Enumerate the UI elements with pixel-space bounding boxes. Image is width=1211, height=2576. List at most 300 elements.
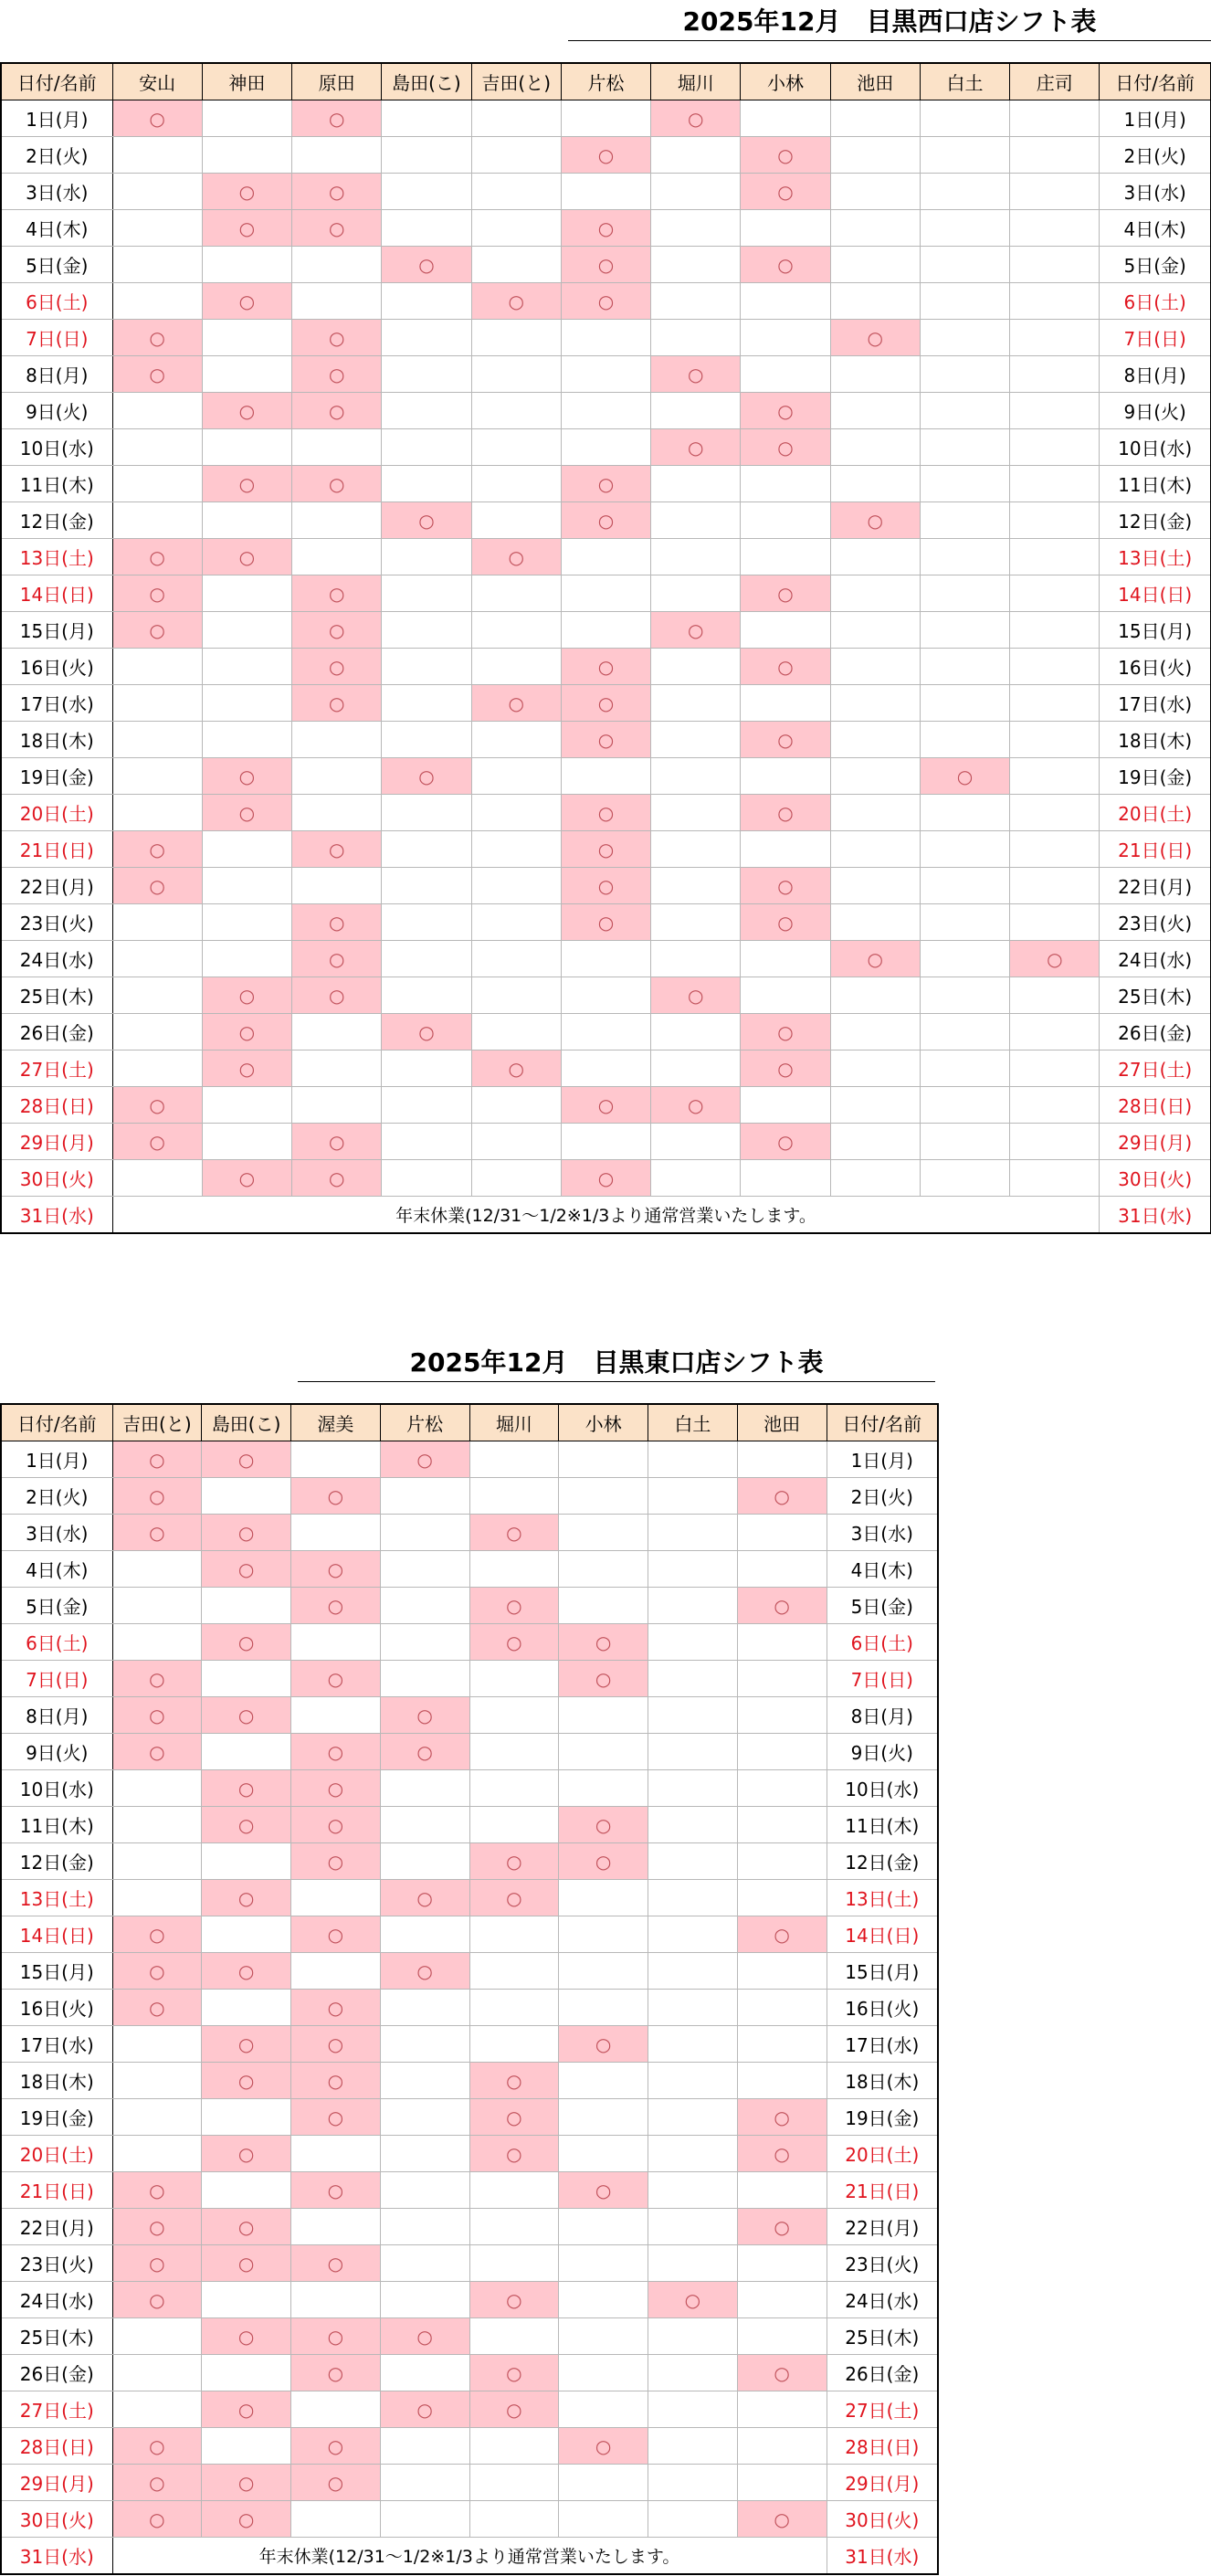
empty-cell	[112, 2026, 202, 2063]
empty-cell	[741, 100, 830, 137]
empty-cell	[830, 466, 920, 502]
empty-cell	[648, 1990, 738, 2026]
empty-cell	[648, 2501, 738, 2538]
empty-cell	[471, 831, 561, 868]
empty-cell	[291, 1953, 381, 1990]
shift-mark-cell: ○	[651, 612, 741, 649]
empty-cell	[112, 1807, 202, 1843]
date-cell: 29日(月)	[1, 2465, 112, 2501]
shift-mark-cell: ○	[112, 1478, 202, 1515]
shift-mark-cell: ○	[292, 100, 382, 137]
table-row	[1, 795, 1211, 831]
table-row	[1, 2172, 938, 2209]
date-cell: 11日(木)	[827, 1807, 938, 1843]
shift-mark-cell: ○	[112, 1697, 202, 1734]
date-cell: 4日(木)	[1, 210, 112, 247]
shift-mark-cell: ○	[469, 1624, 559, 1661]
empty-cell	[648, 1734, 738, 1770]
shift-mark-cell: ○	[291, 2245, 381, 2282]
shift-mark-cell: ○	[741, 1014, 830, 1050]
empty-cell	[380, 1588, 469, 1624]
date-cell: 16日(火)	[1100, 649, 1211, 685]
empty-cell	[920, 831, 1009, 868]
empty-cell	[741, 977, 830, 1014]
shift-mark-cell: ○	[112, 575, 202, 612]
date-cell: 23日(火)	[1100, 904, 1211, 941]
table-row	[1, 1014, 1211, 1050]
shift-mark-cell: ○	[291, 2099, 381, 2136]
empty-cell	[1010, 466, 1100, 502]
empty-cell	[651, 941, 741, 977]
table-row	[1, 649, 1211, 685]
empty-cell	[112, 795, 202, 831]
date-cell: 20日(土)	[1, 2136, 112, 2172]
date-cell: 1日(月)	[827, 1441, 938, 1478]
date-cell: 24日(水)	[1, 941, 112, 977]
empty-cell	[651, 210, 741, 247]
empty-cell	[380, 2501, 469, 2538]
empty-cell	[112, 1050, 202, 1087]
empty-cell	[651, 539, 741, 575]
empty-cell	[651, 649, 741, 685]
shift-mark-cell: ○	[112, 1515, 202, 1551]
shift-mark-cell: ○	[830, 941, 920, 977]
empty-cell	[737, 2172, 827, 2209]
empty-cell	[471, 1160, 561, 1197]
shift-mark-cell: ○	[737, 2355, 827, 2391]
empty-cell	[202, 502, 291, 539]
shift-mark-cell: ○	[291, 1478, 381, 1515]
empty-cell	[382, 1160, 471, 1197]
empty-cell	[648, 1843, 738, 1880]
date-cell: 4日(木)	[827, 1551, 938, 1588]
empty-cell	[202, 649, 291, 685]
empty-cell	[559, 1770, 648, 1807]
empty-cell	[202, 1588, 291, 1624]
empty-cell	[469, 1697, 559, 1734]
empty-cell	[1010, 1014, 1100, 1050]
empty-cell	[112, 210, 202, 247]
empty-cell	[471, 795, 561, 831]
empty-cell	[737, 1880, 827, 1916]
empty-cell	[920, 210, 1009, 247]
shift-mark-cell: ○	[202, 2136, 291, 2172]
empty-cell	[648, 2428, 738, 2465]
shift-mark-cell: ○	[112, 1124, 202, 1160]
empty-cell	[559, 1588, 648, 1624]
empty-cell	[741, 539, 830, 575]
date-cell: 11日(木)	[1, 466, 112, 502]
table-row	[1, 575, 1211, 612]
empty-cell	[471, 612, 561, 649]
empty-cell	[561, 612, 650, 649]
empty-cell	[112, 2136, 202, 2172]
west-shift-table	[0, 62, 1211, 1234]
empty-cell	[559, 2355, 648, 2391]
empty-cell	[469, 1441, 559, 1478]
empty-cell	[112, 2355, 202, 2391]
empty-cell	[648, 1697, 738, 1734]
table-row	[1, 1953, 938, 1990]
shift-mark-cell: ○	[559, 1807, 648, 1843]
empty-cell	[651, 320, 741, 356]
staff-header: 堀川	[469, 1404, 559, 1441]
empty-cell	[830, 758, 920, 795]
empty-cell	[737, 1624, 827, 1661]
empty-cell	[1010, 1124, 1100, 1160]
shift-mark-cell: ○	[561, 1087, 650, 1124]
empty-cell	[202, 1843, 291, 1880]
empty-cell	[920, 539, 1009, 575]
empty-cell	[559, 2282, 648, 2318]
empty-cell	[292, 539, 382, 575]
empty-cell	[737, 1990, 827, 2026]
empty-cell	[830, 612, 920, 649]
shift-mark-cell: ○	[469, 1843, 559, 1880]
shift-mark-cell: ○	[202, 2391, 291, 2428]
empty-cell	[112, 1551, 202, 1588]
empty-cell	[737, 1953, 827, 1990]
shift-mark-cell: ○	[469, 2136, 559, 2172]
empty-cell	[291, 1441, 381, 1478]
shift-mark-cell: ○	[112, 831, 202, 868]
empty-cell	[830, 1050, 920, 1087]
empty-cell	[380, 2099, 469, 2136]
empty-cell	[382, 941, 471, 977]
date-cell: 6日(土)	[1, 1624, 112, 1661]
shift-mark-cell: ○	[651, 977, 741, 1014]
empty-cell	[469, 2465, 559, 2501]
shift-mark-cell: ○	[471, 1050, 561, 1087]
empty-cell	[648, 2172, 738, 2209]
empty-cell	[291, 1515, 381, 1551]
table-row	[1, 1588, 938, 1624]
empty-cell	[1010, 977, 1100, 1014]
empty-cell	[559, 2099, 648, 2136]
empty-cell	[380, 1624, 469, 1661]
shift-mark-cell: ○	[561, 466, 650, 502]
date-cell: 26日(金)	[1, 2355, 112, 2391]
empty-cell	[382, 429, 471, 466]
shift-mark-cell: ○	[291, 2355, 381, 2391]
empty-cell	[471, 174, 561, 210]
shift-mark-cell: ○	[292, 1160, 382, 1197]
table-row	[1, 1916, 938, 1953]
empty-cell	[830, 393, 920, 429]
empty-cell	[920, 356, 1009, 393]
date-cell: 23日(火)	[827, 2245, 938, 2282]
date-cell: 18日(木)	[827, 2063, 938, 2099]
shift-mark-cell: ○	[202, 1515, 291, 1551]
empty-cell	[830, 575, 920, 612]
empty-cell	[559, 1551, 648, 1588]
empty-cell	[291, 1624, 381, 1661]
date-cell: 13日(土)	[1, 1880, 112, 1916]
empty-cell	[559, 1478, 648, 1515]
empty-cell	[648, 2063, 738, 2099]
empty-cell	[1010, 1160, 1100, 1197]
shift-mark-cell: ○	[741, 795, 830, 831]
empty-cell	[648, 2318, 738, 2355]
date-cell: 13日(土)	[1100, 539, 1211, 575]
empty-cell	[651, 137, 741, 174]
empty-cell	[291, 2501, 381, 2538]
shift-mark-cell: ○	[830, 502, 920, 539]
staff-header: 小林	[741, 63, 830, 100]
table-row	[1, 758, 1211, 795]
empty-cell	[559, 2063, 648, 2099]
date-cell: 21日(日)	[1, 2172, 112, 2209]
empty-cell	[112, 758, 202, 795]
empty-cell	[471, 137, 561, 174]
empty-cell	[737, 2318, 827, 2355]
date-cell: 14日(日)	[1, 575, 112, 612]
empty-cell	[737, 2026, 827, 2063]
shift-mark-cell: ○	[471, 685, 561, 722]
shift-mark-cell: ○	[202, 795, 291, 831]
empty-cell	[830, 210, 920, 247]
empty-cell	[469, 2318, 559, 2355]
shift-mark-cell: ○	[741, 868, 830, 904]
empty-cell	[651, 831, 741, 868]
date-cell: 24日(水)	[1, 2282, 112, 2318]
shift-mark-cell: ○	[741, 1124, 830, 1160]
date-cell: 12日(金)	[827, 1843, 938, 1880]
shift-mark-cell: ○	[202, 2501, 291, 2538]
shift-mark-cell: ○	[202, 1050, 291, 1087]
empty-cell	[830, 977, 920, 1014]
shift-mark-cell: ○	[112, 2245, 202, 2282]
shift-mark-cell: ○	[737, 2209, 827, 2245]
empty-cell	[1010, 100, 1100, 137]
date-cell: 9日(火)	[1, 1734, 112, 1770]
empty-cell	[292, 283, 382, 320]
date-cell: 30日(火)	[1, 2501, 112, 2538]
shift-mark-cell: ○	[202, 210, 291, 247]
date-cell: 19日(金)	[1, 758, 112, 795]
date-cell: 8日(月)	[1, 1697, 112, 1734]
empty-cell	[112, 1160, 202, 1197]
shift-mark-cell: ○	[291, 2428, 381, 2465]
empty-cell	[112, 2063, 202, 2099]
empty-cell	[648, 1953, 738, 1990]
date-cell: 2日(火)	[1, 137, 112, 174]
empty-cell	[112, 429, 202, 466]
shift-mark-cell: ○	[380, 2391, 469, 2428]
empty-cell	[648, 2209, 738, 2245]
date-cell: 17日(水)	[1, 2026, 112, 2063]
shift-mark-cell: ○	[741, 429, 830, 466]
date-cell: 16日(火)	[827, 1990, 938, 2026]
shift-mark-cell: ○	[292, 612, 382, 649]
empty-cell	[651, 904, 741, 941]
table-row	[1, 1124, 1211, 1160]
empty-cell	[920, 1160, 1009, 1197]
date-cell: 24日(水)	[1100, 941, 1211, 977]
shift-mark-cell: ○	[202, 1441, 291, 1478]
empty-cell	[471, 904, 561, 941]
empty-cell	[737, 1515, 827, 1551]
empty-cell	[202, 1087, 291, 1124]
shift-mark-cell: ○	[112, 1661, 202, 1697]
shift-mark-cell: ○	[112, 320, 202, 356]
empty-cell	[469, 1990, 559, 2026]
shift-mark-cell: ○	[737, 1588, 827, 1624]
table-row	[1, 539, 1211, 575]
shift-mark-cell: ○	[559, 1661, 648, 1697]
empty-cell	[741, 320, 830, 356]
date-cell: 1日(月)	[1, 1441, 112, 1478]
table-row	[1, 2355, 938, 2391]
empty-cell	[291, 2282, 381, 2318]
shift-mark-cell: ○	[651, 429, 741, 466]
date-cell: 7日(日)	[1100, 320, 1211, 356]
empty-cell	[559, 2136, 648, 2172]
table-row	[1, 1441, 938, 1478]
empty-cell	[382, 393, 471, 429]
empty-cell	[112, 1588, 202, 1624]
shift-mark-cell: ○	[741, 1050, 830, 1087]
shift-mark-cell: ○	[202, 1551, 291, 1588]
shift-mark-cell: ○	[469, 1515, 559, 1551]
date-cell: 8日(月)	[1, 356, 112, 393]
empty-cell	[648, 1661, 738, 1697]
table-row	[1, 831, 1211, 868]
empty-cell	[920, 904, 1009, 941]
shift-mark-cell: ○	[202, 2318, 291, 2355]
empty-cell	[382, 320, 471, 356]
shift-mark-cell: ○	[202, 539, 291, 575]
empty-cell	[741, 466, 830, 502]
empty-cell	[559, 1953, 648, 1990]
empty-cell	[202, 1661, 291, 1697]
empty-cell	[382, 795, 471, 831]
table-row	[1, 1197, 1211, 1234]
empty-cell	[469, 1551, 559, 1588]
empty-cell	[651, 722, 741, 758]
shift-mark-cell: ○	[112, 2428, 202, 2465]
empty-cell	[648, 2245, 738, 2282]
empty-cell	[920, 795, 1009, 831]
empty-cell	[469, 2172, 559, 2209]
shift-mark-cell: ○	[292, 210, 382, 247]
shift-mark-cell: ○	[737, 2136, 827, 2172]
date-cell: 9日(火)	[1, 393, 112, 429]
shift-mark-cell: ○	[202, 1807, 291, 1843]
empty-cell	[648, 1441, 738, 1478]
empty-cell	[561, 393, 650, 429]
shift-mark-cell: ○	[380, 1734, 469, 1770]
shift-mark-cell: ○	[112, 356, 202, 393]
empty-cell	[292, 1014, 382, 1050]
empty-cell	[382, 685, 471, 722]
empty-cell	[112, 649, 202, 685]
empty-cell	[920, 429, 1009, 466]
date-cell: 15日(月)	[1, 1953, 112, 1990]
shift-mark-cell: ○	[559, 2026, 648, 2063]
empty-cell	[651, 575, 741, 612]
shift-mark-cell: ○	[291, 1661, 381, 1697]
date-cell: 25日(木)	[1100, 977, 1211, 1014]
shift-mark-cell: ○	[112, 868, 202, 904]
empty-cell	[112, 1880, 202, 1916]
empty-cell	[380, 2428, 469, 2465]
empty-cell	[559, 2501, 648, 2538]
empty-cell	[112, 722, 202, 758]
shift-mark-cell: ○	[292, 1124, 382, 1160]
shift-mark-cell: ○	[112, 100, 202, 137]
empty-cell	[112, 247, 202, 283]
shift-mark-cell: ○	[292, 685, 382, 722]
shift-mark-cell: ○	[741, 174, 830, 210]
date-cell: 12日(金)	[1, 1843, 112, 1880]
empty-cell	[737, 2428, 827, 2465]
shift-mark-cell: ○	[469, 2282, 559, 2318]
east-shift-table	[0, 1403, 939, 2575]
empty-cell	[380, 2245, 469, 2282]
shift-mark-cell: ○	[112, 539, 202, 575]
empty-cell	[382, 868, 471, 904]
shift-mark-cell: ○	[561, 685, 650, 722]
empty-cell	[651, 1124, 741, 1160]
shift-mark-cell: ○	[469, 2355, 559, 2391]
empty-cell	[112, 941, 202, 977]
empty-cell	[380, 1990, 469, 2026]
empty-cell	[202, 247, 291, 283]
shift-mark-cell: ○	[202, 2465, 291, 2501]
date-cell: 16日(火)	[1, 649, 112, 685]
empty-cell	[920, 941, 1009, 977]
date-cell: 30日(火)	[1100, 1160, 1211, 1197]
date-cell: 29日(月)	[1, 1124, 112, 1160]
empty-cell	[737, 1551, 827, 1588]
date-cell: 2日(火)	[1, 1478, 112, 1515]
date-cell: 9日(火)	[827, 1734, 938, 1770]
table-row	[1, 2428, 938, 2465]
empty-cell	[112, 466, 202, 502]
date-cell: 22日(月)	[1, 868, 112, 904]
staff-header: 吉田(と)	[112, 1404, 202, 1441]
empty-cell	[920, 320, 1009, 356]
empty-cell	[830, 539, 920, 575]
empty-cell	[651, 466, 741, 502]
date-cell: 4日(木)	[1100, 210, 1211, 247]
table-row	[1, 1734, 938, 1770]
empty-cell	[382, 612, 471, 649]
shift-mark-cell: ○	[737, 1478, 827, 1515]
empty-cell	[920, 1087, 1009, 1124]
empty-cell	[380, 2282, 469, 2318]
staff-header: 安山	[112, 63, 202, 100]
empty-cell	[1010, 356, 1100, 393]
date-cell: 14日(日)	[827, 1916, 938, 1953]
shift-mark-cell: ○	[561, 831, 650, 868]
shift-mark-cell: ○	[561, 868, 650, 904]
empty-cell	[380, 1843, 469, 1880]
empty-cell	[741, 502, 830, 539]
empty-cell	[830, 283, 920, 320]
empty-cell	[202, 868, 291, 904]
empty-cell	[741, 831, 830, 868]
empty-cell	[920, 393, 1009, 429]
empty-cell	[471, 649, 561, 685]
shift-mark-cell: ○	[292, 356, 382, 393]
empty-cell	[741, 1160, 830, 1197]
table-row	[1, 2465, 938, 2501]
table-row	[1, 283, 1211, 320]
date-cell: 22日(月)	[1, 2209, 112, 2245]
empty-cell	[648, 2391, 738, 2428]
